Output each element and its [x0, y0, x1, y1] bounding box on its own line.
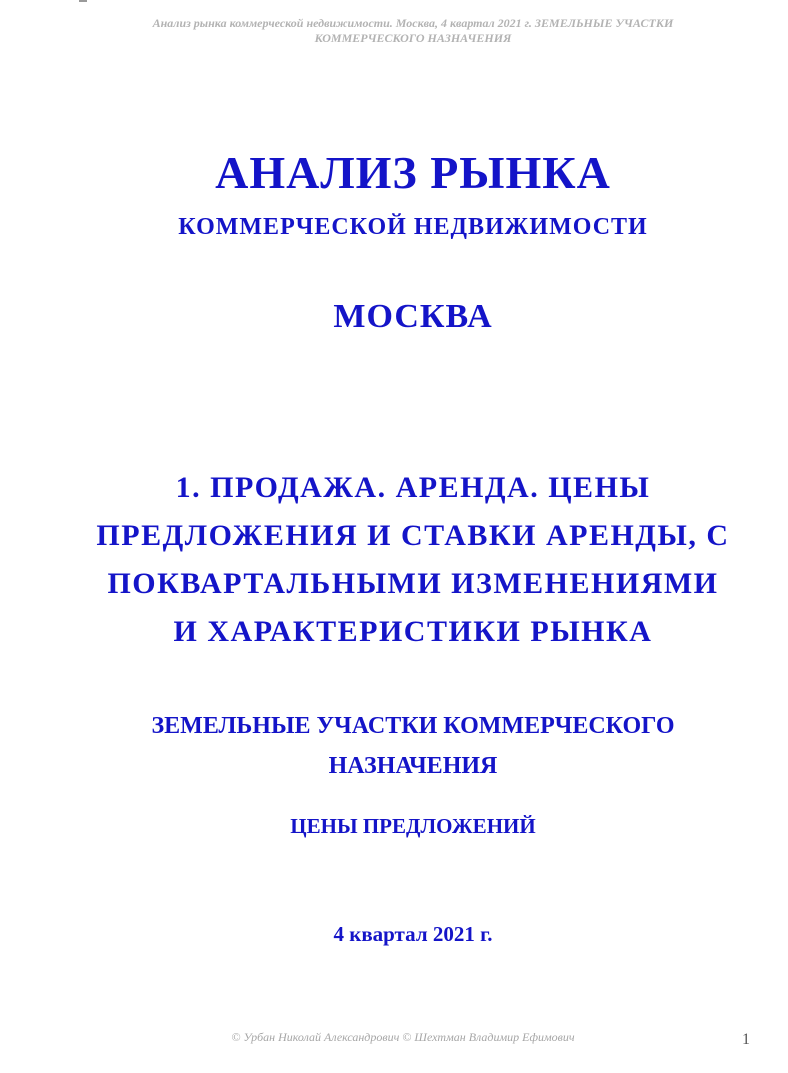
section-line-1: 1. ПРОДАЖА. АРЕНДА. ЦЕНЫ	[175, 471, 651, 504]
page-number: 1	[742, 1031, 750, 1048]
section-line-3: ПОКВАРТАЛЬНЫМИ ИЗМЕНЕНИЯМИ	[107, 567, 719, 600]
section-heading	[60, 464, 766, 656]
copyright-footer: © Урбан Николай Александрович © Шехтман Владимир Ефимович	[231, 1030, 575, 1044]
period-label: 4 квартал 2021 г.	[333, 922, 493, 946]
running-header	[60, 16, 766, 46]
segment-line-1: ЗЕМЕЛЬНЫЕ УЧАСТКИ КОММЕРЧЕСКОГО	[151, 713, 675, 739]
segment-heading	[60, 706, 766, 786]
header-line-2: КОММЕРЧЕСКОГО НАЗНАЧЕНИЯ	[314, 31, 512, 45]
document-title: АНАЛИЗ РЫНКА	[215, 147, 611, 198]
section-line-2: ПРЕДЛОЖЕНИЯ И СТАВКИ АРЕНДЫ, С	[96, 519, 730, 552]
price-type-heading: ЦЕНЫ ПРЕДЛОЖЕНИЙ	[290, 814, 536, 838]
segment-line-2: НАЗНАЧЕНИЯ	[328, 753, 498, 779]
corner-mark	[79, 0, 87, 2]
document-subtitle: КОММЕРЧЕСКОЙ НЕДВИЖИМОСТИ	[178, 214, 648, 240]
section-line-4: И ХАРАКТЕРИСТИКИ РЫНКА	[173, 615, 653, 648]
city-heading: МОСКВА	[333, 298, 493, 335]
header-line-1: Анализ рынка коммерческой недвижимости. Москва, 4 квартал 2021 г. ЗЕМЕЛЬНЫЕ УЧАСТКИ	[152, 16, 674, 30]
